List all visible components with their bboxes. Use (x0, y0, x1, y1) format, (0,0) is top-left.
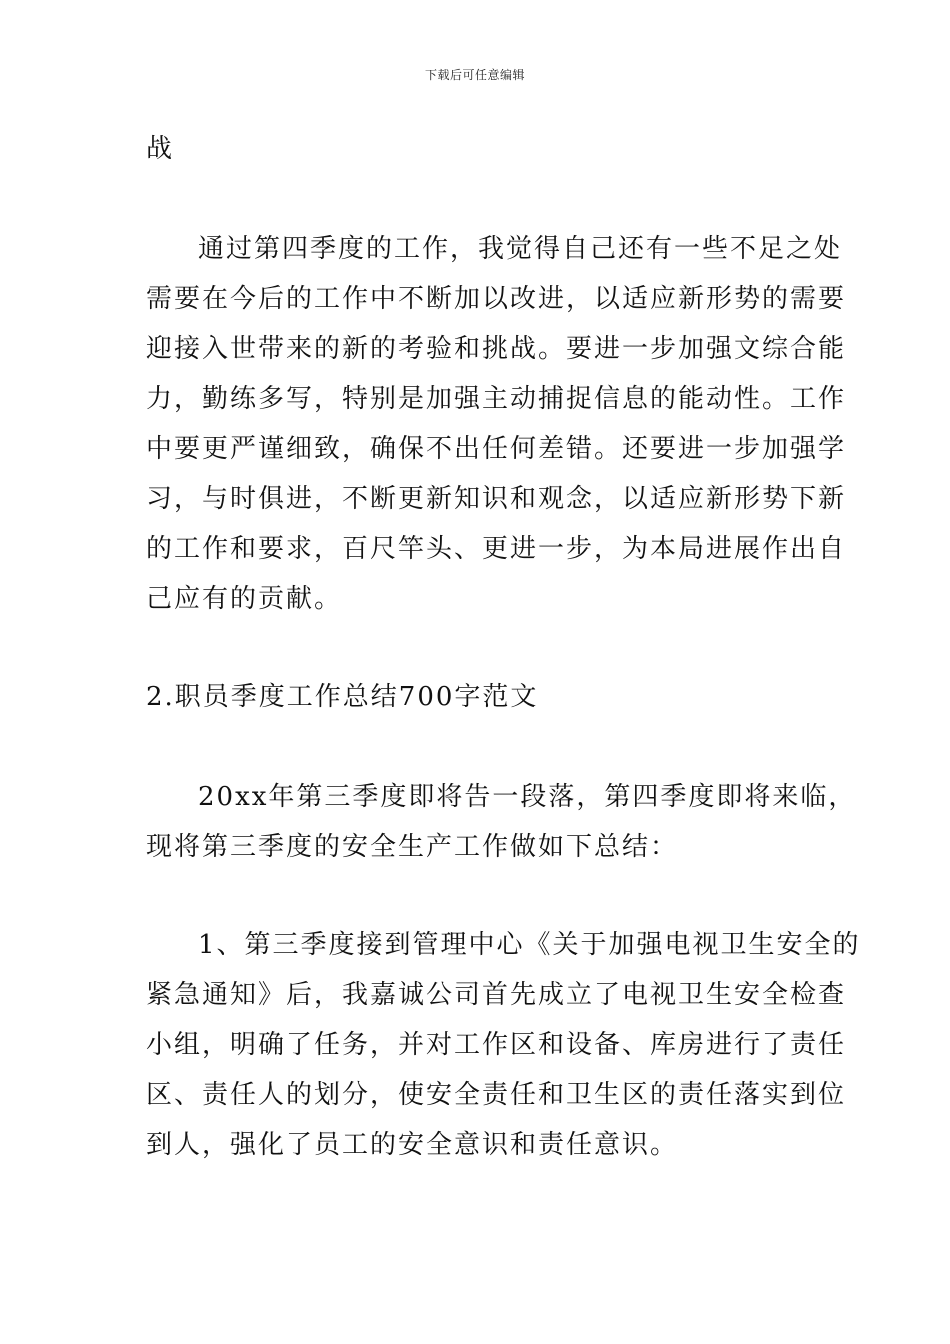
section-title: 2.职员季度工作总结700字范文 (146, 682, 539, 712)
text-line: 1、第三季度接到管理中心《关于加强电视卫生安全的 (198, 930, 861, 960)
text-line: 中要更严谨细致，确保不出任何差错。还要进一步加强学 (146, 434, 847, 464)
paragraph-improvement (146, 224, 847, 624)
text-line: 战 (146, 134, 175, 164)
text-line: 现将第三季度的安全生产工作做如下总结： (146, 832, 679, 862)
text-line: 迎接入世带来的新的考验和挑战。要进一步加强文综合能 (146, 334, 847, 364)
text-line: 的工作和要求，百尺竿头、更进一步，为本局进展作出自 (146, 534, 847, 564)
text-line: 紧急通知》后，我嘉诚公司首先成立了电视卫生安全检查 (146, 980, 847, 1010)
text-line: 区、责任人的划分，使安全责任和卫生区的责任落实到位 (146, 1080, 847, 1110)
text-line: 到人，强化了员工的安全意识和责任意识。 (146, 1130, 679, 1160)
text-line: 小组，明确了任务，并对工作区和设备、库房进行了责任 (146, 1030, 847, 1060)
text-line: 通过第四季度的工作，我觉得自己还有一些不足之处 (198, 234, 843, 264)
text-line: 力，勤练多写，特别是加强主动捕捉信息的能动性。工作 (146, 384, 847, 414)
paragraph-item-1 (146, 920, 861, 1170)
text-line: 习，与时俱进，不断更新知识和观念，以适应新形势下新 (146, 484, 847, 514)
text-line: 20xx年第三季度即将告一段落，第四季度即将来临， (198, 782, 857, 812)
section-heading (146, 672, 810, 722)
paragraph-intro (146, 772, 857, 872)
text-line: 需要在今后的工作中不断加以改进，以适应新形势的需要 (146, 284, 847, 314)
page-header-note: 下载后可任意编辑 (424, 68, 525, 82)
text-line: 己应有的贡献。 (146, 584, 343, 614)
continued-text (146, 124, 810, 174)
